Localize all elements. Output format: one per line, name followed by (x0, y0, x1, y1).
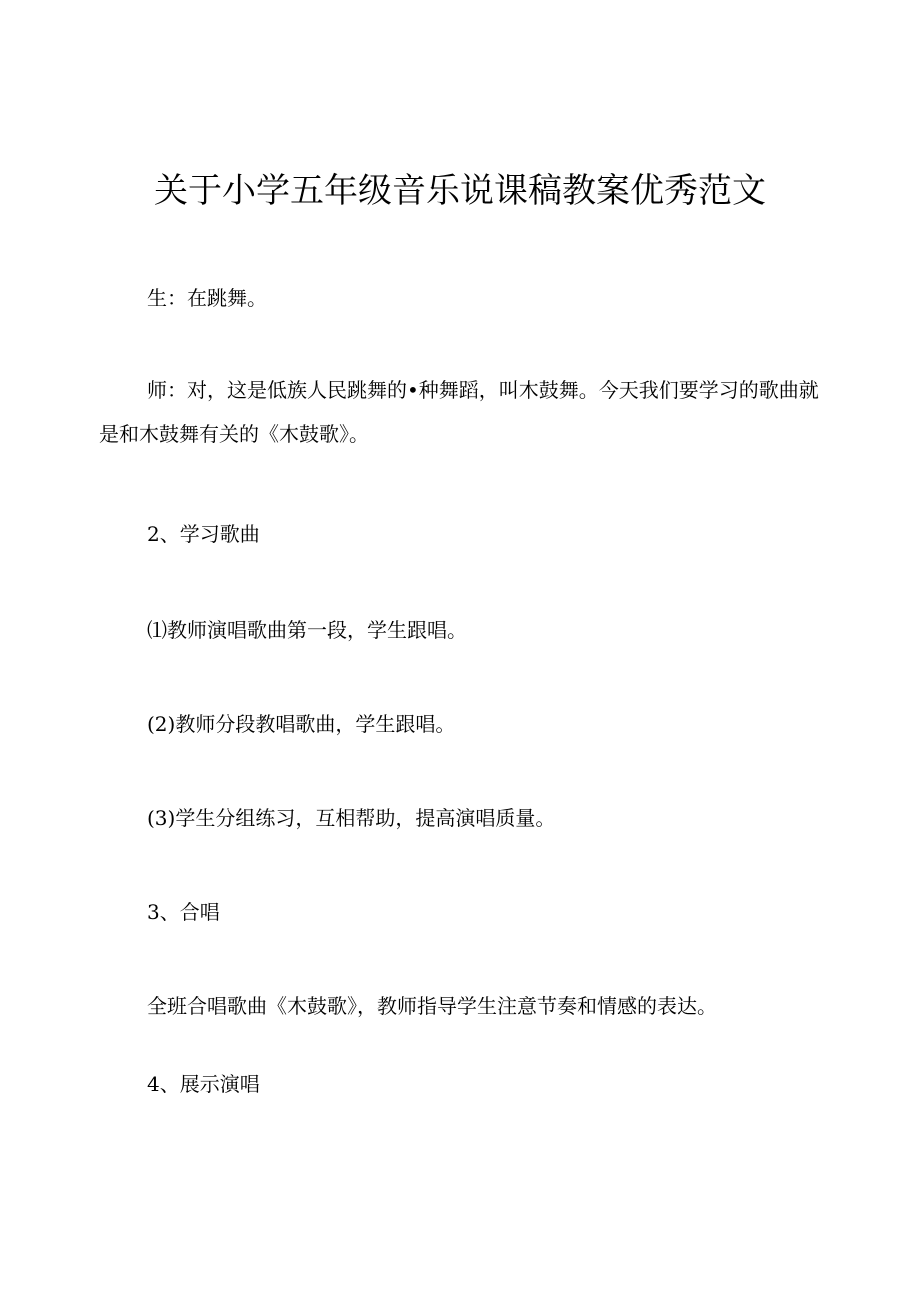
paragraph-student-answer: 生：在跳舞。 (147, 286, 267, 310)
section-heading-learn-song: 2、学习歌曲 (147, 522, 260, 546)
list-item-step-1: ⑴教师演唱歌曲第一段，学生跟唱。 (147, 618, 467, 642)
document-title: 关于小学五年级音乐说课稿教案优秀范文 (154, 171, 766, 211)
list-item-step-2: (2)教师分段教唱歌曲，学生跟唱。 (147, 712, 456, 736)
section-heading-showcase: 4、展示演唱 (147, 1072, 260, 1096)
list-item-step-3: (3)学生分组练习，互相帮助，提高演唱质量。 (147, 806, 556, 830)
paragraph-teacher-intro: 师：对，这是低族人民跳舞的•种舞蹈，叫木鼓舞。今天我们要学习的歌曲就是和木鼓舞有关的《木鼓歌》。 (99, 378, 819, 446)
section-heading-chorus: 3、合唱 (147, 900, 220, 924)
paragraph-chorus: 全班合唱歌曲《木鼓歌》，教师指导学生注意节奏和情感的表达。 (147, 994, 717, 1018)
